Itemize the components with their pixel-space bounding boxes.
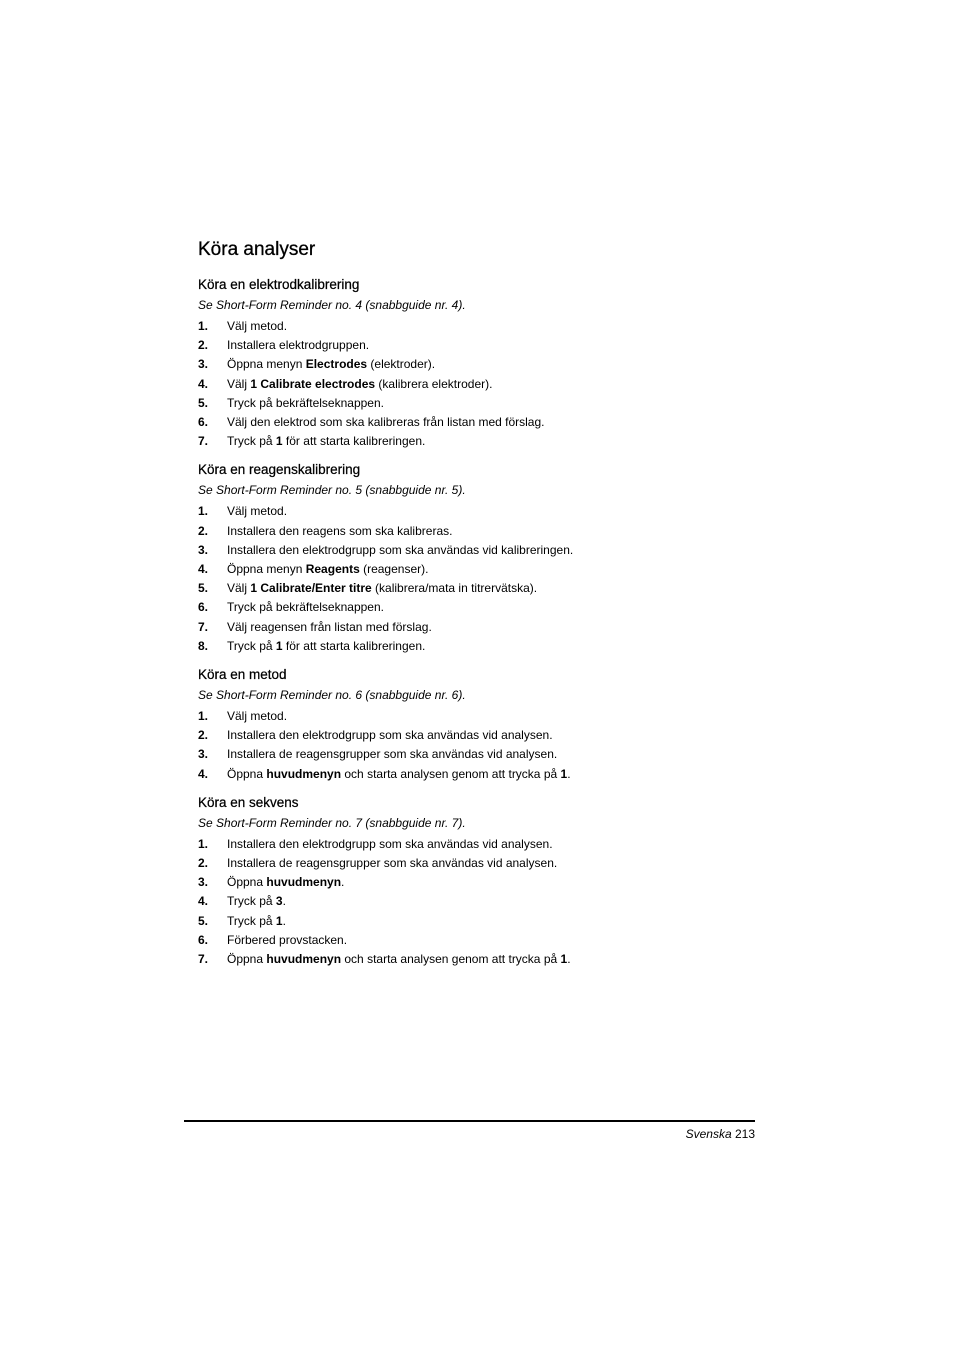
step-text: Installera de reagensgrupper som ska användas vid analysen. xyxy=(227,747,558,762)
step-text: Installera den reagens som ska kalibreras. xyxy=(227,523,453,538)
step-number: 1. xyxy=(198,709,209,724)
step-number: 7. xyxy=(198,952,209,967)
step-text: Välj metod. xyxy=(227,709,288,724)
step-text: Installera den elektrodgrupp som ska användas vid kalibreringen. xyxy=(227,542,574,557)
page-title: Köra analyser xyxy=(198,239,316,260)
section xyxy=(198,794,758,969)
step-item xyxy=(198,950,758,969)
step-text: (reagenser). xyxy=(359,562,429,577)
section xyxy=(198,666,758,784)
step-text: Tryck på xyxy=(227,894,276,909)
section-heading: Köra en metod xyxy=(198,667,287,683)
step-item xyxy=(198,854,758,873)
step-text: . xyxy=(567,952,571,967)
step-item xyxy=(198,432,758,451)
step-text: för att starta kalibreringen. xyxy=(282,638,426,653)
step-text: Välj metod. xyxy=(227,504,288,519)
step-item xyxy=(198,560,758,579)
step-text: Öppna xyxy=(227,766,267,781)
page-footer xyxy=(686,1126,755,1142)
step-text: Öppna menyn xyxy=(227,357,306,372)
step-item xyxy=(198,931,758,950)
step-number: 3. xyxy=(198,357,209,372)
step-text: (kalibrera/mata in titrervätska). xyxy=(371,581,538,596)
step-text: Tryck på xyxy=(227,638,276,653)
step-keyword: 3 xyxy=(275,894,283,909)
step-number: 5. xyxy=(198,395,209,410)
step-text: Installera elektrodgruppen. xyxy=(227,338,370,353)
step-item xyxy=(198,873,758,892)
step-item xyxy=(198,502,758,521)
step-item xyxy=(198,394,758,413)
step-item xyxy=(198,413,758,432)
step-text: Förbered provstacken. xyxy=(227,932,348,947)
step-number: 7. xyxy=(198,434,209,449)
reference-note: Se Short-Form Reminder no. 7 (snabbguide nr. 7). xyxy=(198,815,466,830)
step-number: 1. xyxy=(198,504,209,519)
step-text: Tryck på bekräftelseknappen. xyxy=(227,600,384,615)
footer-language: Svenska xyxy=(685,1127,732,1141)
step-number: 5. xyxy=(198,581,209,596)
step-item xyxy=(198,892,758,911)
step-number: 3. xyxy=(198,542,209,557)
step-text: (elektroder). xyxy=(367,357,436,372)
page-content xyxy=(198,238,758,979)
step-keyword: 1 xyxy=(560,766,568,781)
step-item xyxy=(198,637,758,656)
step-list xyxy=(198,502,758,656)
footer-rule xyxy=(184,1120,755,1122)
step-number: 4. xyxy=(198,562,209,577)
step-keyword: 1 xyxy=(275,913,283,928)
step-keyword: 1 Calibrate electrodes xyxy=(250,376,376,391)
step-item xyxy=(198,522,758,541)
step-keyword: huvudmenyn xyxy=(266,875,342,890)
step-keyword: huvudmenyn xyxy=(266,952,342,967)
step-keyword: 1 xyxy=(275,434,283,449)
reference-note: Se Short-Form Reminder no. 6 (snabbguide nr. 6). xyxy=(198,688,466,703)
step-keyword: huvudmenyn xyxy=(266,766,342,781)
step-number: 5. xyxy=(198,913,209,928)
step-number: 2. xyxy=(198,728,209,743)
step-text: Installera de reagensgrupper som ska användas vid analysen. xyxy=(227,856,558,871)
step-item xyxy=(198,745,758,764)
reference-note: Se Short-Form Reminder no. 4 (snabbguide nr. 4). xyxy=(198,298,466,312)
step-number: 3. xyxy=(198,747,209,762)
reference-note: Se Short-Form Reminder no. 5 (snabbguide nr. 5). xyxy=(198,483,466,498)
step-item xyxy=(198,707,758,726)
step-number: 2. xyxy=(198,338,209,353)
step-text: Installera den elektrodgrupp som ska användas vid analysen. xyxy=(227,836,553,851)
step-number: 4. xyxy=(198,766,209,781)
step-list xyxy=(198,835,758,969)
step-text: (kalibrera elektroder). xyxy=(375,376,493,391)
step-number: 2. xyxy=(198,523,209,538)
step-item xyxy=(198,317,758,336)
step-number: 4. xyxy=(198,894,209,909)
step-list xyxy=(198,707,758,784)
step-text: Tryck på bekräftelseknappen. xyxy=(227,395,384,410)
sections xyxy=(198,276,758,969)
step-text: Tryck på xyxy=(227,434,276,449)
step-item xyxy=(198,541,758,560)
step-keyword: 1 xyxy=(275,638,283,653)
step-item xyxy=(198,618,758,637)
step-number: 2. xyxy=(198,856,209,871)
step-text: . xyxy=(341,875,345,890)
step-text: och starta analysen genom att trycka på xyxy=(341,766,561,781)
step-text: . xyxy=(567,766,571,781)
section-heading: Köra en sekvens xyxy=(198,794,299,810)
step-item xyxy=(198,726,758,745)
section xyxy=(198,276,758,451)
section xyxy=(198,461,758,656)
step-item xyxy=(198,375,758,394)
step-keyword: Electrodes xyxy=(305,357,368,372)
step-number: 8. xyxy=(198,638,209,653)
step-text: och starta analysen genom att trycka på xyxy=(341,952,561,967)
step-keyword: 1 xyxy=(560,952,568,967)
step-text: Öppna xyxy=(227,952,267,967)
step-item xyxy=(198,598,758,617)
step-text: för att starta kalibreringen. xyxy=(282,434,426,449)
step-keyword: 1 Calibrate/Enter titre xyxy=(250,581,372,596)
step-text: Välj den elektrod som ska kalibreras från listan med förslag. xyxy=(227,415,545,430)
step-item xyxy=(198,355,758,374)
step-item xyxy=(198,912,758,931)
step-list xyxy=(198,317,758,451)
step-number: 6. xyxy=(198,932,209,947)
step-text: Tryck på xyxy=(227,913,276,928)
step-number: 7. xyxy=(198,619,209,634)
step-keyword: Reagents xyxy=(305,562,360,577)
step-text: Välj reagensen från listan med förslag. xyxy=(227,619,432,634)
step-number: 4. xyxy=(198,376,209,391)
step-item xyxy=(198,835,758,854)
step-text: Installera den elektrodgrupp som ska användas vid analysen. xyxy=(227,728,553,743)
step-number: 3. xyxy=(198,875,209,890)
step-item xyxy=(198,336,758,355)
step-number: 6. xyxy=(198,600,209,615)
step-text: Välj metod. xyxy=(227,319,288,333)
step-text: Öppna xyxy=(227,875,267,890)
step-item xyxy=(198,765,758,784)
step-text: Välj xyxy=(227,376,251,391)
section-heading: Köra en elektrodkalibrering xyxy=(198,277,360,292)
step-text: Välj xyxy=(227,581,251,596)
section-heading: Köra en reagenskalibrering xyxy=(198,462,361,478)
step-item xyxy=(198,579,758,598)
step-number: 1. xyxy=(198,836,209,851)
footer-page-number: 213 xyxy=(734,1127,755,1141)
step-number: 1. xyxy=(198,319,209,333)
step-text: Öppna menyn xyxy=(227,562,306,577)
step-text: . xyxy=(282,913,286,928)
step-number: 6. xyxy=(198,415,209,430)
step-text: . xyxy=(282,894,286,909)
